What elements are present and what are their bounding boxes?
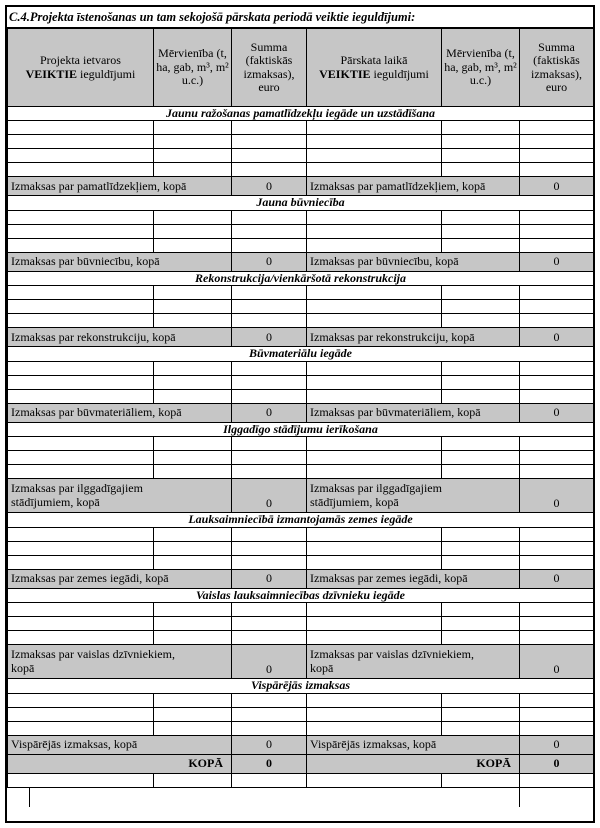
input-cell[interactable]: [232, 527, 307, 541]
total-label-left: Izmaksas par zemes iegādi, kopā: [8, 569, 232, 588]
total-value-right: 0: [520, 403, 594, 422]
total-value-left: 0: [232, 328, 307, 347]
section-title: Vaislas lauksaimniecības dzīvnieku iegāde: [8, 588, 594, 602]
header-project-investments: [8, 29, 154, 107]
input-cell[interactable]: [232, 603, 307, 617]
input-cell[interactable]: [154, 314, 232, 328]
total-value-right: 0: [520, 479, 594, 513]
input-cell[interactable]: [307, 527, 442, 541]
table-row: [8, 300, 594, 314]
input-cell[interactable]: [154, 121, 232, 135]
input-cell[interactable]: [442, 224, 520, 238]
table-header-row: [8, 29, 594, 107]
section-title-row: [8, 107, 594, 121]
table-row: [8, 224, 594, 238]
input-cell[interactable]: [520, 210, 594, 224]
table-row: [8, 238, 594, 252]
table-row: [8, 163, 594, 177]
input-cell[interactable]: [232, 163, 307, 177]
input-cell[interactable]: [442, 314, 520, 328]
table-row: [8, 286, 594, 300]
input-cell[interactable]: [8, 224, 154, 238]
input-cell[interactable]: [442, 238, 520, 252]
input-cell[interactable]: [442, 693, 520, 707]
input-cell[interactable]: [8, 361, 154, 375]
table-row: [8, 721, 594, 735]
input-cell[interactable]: [520, 389, 594, 403]
input-cell[interactable]: [232, 224, 307, 238]
input-cell[interactable]: [232, 707, 307, 721]
input-cell[interactable]: [520, 314, 594, 328]
input-cell[interactable]: [8, 163, 154, 177]
input-cell[interactable]: [520, 541, 594, 555]
input-cell[interactable]: [442, 465, 520, 479]
input-cell[interactable]: [232, 361, 307, 375]
header-ieguldijumi: ieguldījumi: [80, 66, 136, 81]
input-cell[interactable]: [442, 721, 520, 735]
input-cell[interactable]: [154, 163, 232, 177]
input-cell[interactable]: [307, 541, 442, 555]
table-row: [8, 631, 594, 645]
input-cell[interactable]: [520, 375, 594, 389]
header-unit-right: Mērvienība (t, ha, gab, m³, m² u.c.): [442, 29, 520, 107]
section-title: Rekonstrukcija/vienkāršotā rekonstrukcija: [8, 271, 594, 285]
input-cell[interactable]: [8, 555, 154, 569]
input-cell[interactable]: [232, 693, 307, 707]
input-cell[interactable]: [154, 149, 232, 163]
total-label-left: Izmaksas par vaislas dzīvniekiem, kopā: [8, 645, 232, 679]
table-row: [8, 773, 594, 787]
section-title-row: [8, 347, 594, 361]
total-label-right: Izmaksas par ilggadīgajiem stādījumiem, kopā: [307, 479, 520, 513]
input-cell[interactable]: [520, 603, 594, 617]
input-cell[interactable]: [520, 617, 594, 631]
total-value-left: 0: [232, 177, 307, 196]
input-cell[interactable]: [520, 555, 594, 569]
table-row: [8, 210, 594, 224]
input-cell[interactable]: [307, 224, 442, 238]
input-cell[interactable]: [442, 773, 520, 787]
input-cell[interactable]: [232, 437, 307, 451]
total-label-left: Izmaksas par ilggadīgajiem stādījumiem, kopā: [8, 479, 232, 513]
header-sum-left: Summa (faktiskās izmaksas), euro: [232, 29, 307, 107]
section-title-row: [8, 422, 594, 436]
input-cell[interactable]: [307, 238, 442, 252]
input-cell[interactable]: [520, 707, 594, 721]
input-cell[interactable]: [307, 631, 442, 645]
input-cell[interactable]: [520, 527, 594, 541]
header-report-investments: [307, 29, 442, 107]
total-row: [8, 328, 594, 347]
header-ieguldijumi-2: ieguldījumi: [373, 66, 429, 81]
table-row: [8, 451, 594, 465]
input-cell[interactable]: [442, 210, 520, 224]
table-row: [8, 527, 594, 541]
input-cell[interactable]: [442, 135, 520, 149]
section-title: Jauna būvniecība: [8, 196, 594, 210]
input-cell[interactable]: [307, 555, 442, 569]
input-cell[interactable]: [520, 135, 594, 149]
total-label-right: Izmaksas par būvniecību, kopā: [307, 252, 520, 271]
input-cell[interactable]: [154, 721, 232, 735]
input-cell[interactable]: [154, 631, 232, 645]
input-cell[interactable]: [8, 135, 154, 149]
section-title-row: [8, 271, 594, 285]
input-cell[interactable]: [232, 773, 307, 787]
input-cell[interactable]: [8, 238, 154, 252]
input-cell[interactable]: [8, 121, 154, 135]
input-cell[interactable]: [520, 163, 594, 177]
table-row: [8, 437, 594, 451]
input-cell[interactable]: [8, 693, 154, 707]
total-value-left: 0: [232, 645, 307, 679]
input-cell[interactable]: [307, 300, 442, 314]
input-cell[interactable]: [442, 389, 520, 403]
table-row: [8, 314, 594, 328]
total-label-left: Izmaksas par pamatlīdzekļiem, kopā: [8, 177, 232, 196]
input-cell[interactable]: [8, 437, 154, 451]
investments-table: [7, 28, 594, 788]
input-cell[interactable]: [442, 603, 520, 617]
table-row: [8, 389, 594, 403]
input-cell[interactable]: [232, 451, 307, 465]
input-cell[interactable]: [307, 314, 442, 328]
input-cell[interactable]: [154, 773, 232, 787]
table-row: [8, 375, 594, 389]
input-cell[interactable]: [8, 721, 154, 735]
total-value-right: 0: [520, 569, 594, 588]
input-cell[interactable]: [307, 437, 442, 451]
input-cell[interactable]: [154, 135, 232, 149]
total-row: [8, 177, 594, 196]
table-row: [8, 693, 594, 707]
input-cell[interactable]: [442, 527, 520, 541]
input-cell[interactable]: [307, 135, 442, 149]
input-cell[interactable]: [520, 361, 594, 375]
header-veiktie-bold-2: VEIKTIE: [319, 66, 371, 81]
table-row: [8, 603, 594, 617]
input-cell[interactable]: [8, 603, 154, 617]
input-cell[interactable]: [8, 314, 154, 328]
input-cell[interactable]: [520, 693, 594, 707]
total-value-right: 0: [520, 645, 594, 679]
input-cell[interactable]: [307, 286, 442, 300]
table-row: [8, 541, 594, 555]
input-cell[interactable]: [307, 707, 442, 721]
input-cell[interactable]: [30, 788, 520, 807]
input-cell[interactable]: [154, 693, 232, 707]
header-project-line1: Projekta ietvaros: [40, 53, 121, 68]
input-cell[interactable]: [8, 631, 154, 645]
section-title-row: [8, 513, 594, 527]
input-cell[interactable]: [307, 210, 442, 224]
input-cell[interactable]: [520, 224, 594, 238]
input-cell[interactable]: [8, 451, 154, 465]
input-cell[interactable]: [154, 286, 232, 300]
total-label-right: Izmaksas par vaislas dzīvniekiem, kopā: [307, 645, 520, 679]
input-cell[interactable]: [307, 617, 442, 631]
input-cell[interactable]: [232, 135, 307, 149]
total-label-left: Izmaksas par rekonstrukciju, kopā: [8, 328, 232, 347]
input-cell[interactable]: [8, 149, 154, 163]
input-cell[interactable]: [8, 541, 154, 555]
input-cell[interactable]: [442, 631, 520, 645]
input-cell[interactable]: [442, 361, 520, 375]
input-cell[interactable]: [154, 238, 232, 252]
total-row: [8, 252, 594, 271]
total-label-right: Izmaksas par būvmateriāliem, kopā: [307, 403, 520, 422]
input-cell[interactable]: [232, 286, 307, 300]
total-value-right: 0: [520, 328, 594, 347]
total-label-left: Vispārējās izmaksas, kopā: [8, 735, 232, 754]
form-frame: [5, 5, 595, 823]
total-value-left: 0: [232, 403, 307, 422]
input-cell[interactable]: [232, 465, 307, 479]
grand-total-value-left: 0: [232, 754, 307, 773]
input-cell[interactable]: [7, 788, 30, 807]
input-cell[interactable]: [307, 149, 442, 163]
total-value-left: 0: [232, 569, 307, 588]
input-cell[interactable]: [307, 121, 442, 135]
total-value-left: 0: [232, 479, 307, 513]
input-cell[interactable]: [154, 555, 232, 569]
grand-total-row: [8, 754, 594, 773]
input-cell[interactable]: [442, 121, 520, 135]
input-cell[interactable]: [520, 721, 594, 735]
input-cell[interactable]: [154, 527, 232, 541]
input-cell[interactable]: [520, 437, 594, 451]
input-cell[interactable]: [8, 286, 154, 300]
input-cell[interactable]: [232, 389, 307, 403]
input-cell[interactable]: [154, 707, 232, 721]
input-cell[interactable]: [154, 361, 232, 375]
table-row: [8, 465, 594, 479]
input-cell[interactable]: [154, 224, 232, 238]
input-cell[interactable]: [307, 693, 442, 707]
input-cell[interactable]: [232, 121, 307, 135]
input-cell[interactable]: [442, 451, 520, 465]
input-cell[interactable]: [8, 375, 154, 389]
input-cell[interactable]: [520, 465, 594, 479]
section-title-row: [8, 679, 594, 693]
section-title-row: [8, 588, 594, 602]
input-cell[interactable]: [232, 721, 307, 735]
header-sum-right: Summa (faktiskās izmaksas), euro: [520, 29, 594, 107]
input-cell[interactable]: [154, 451, 232, 465]
input-cell[interactable]: [232, 238, 307, 252]
total-label-right: Izmaksas par rekonstrukciju, kopā: [307, 328, 520, 347]
input-cell[interactable]: [232, 314, 307, 328]
input-cell[interactable]: [520, 149, 594, 163]
input-cell[interactable]: [8, 707, 154, 721]
input-cell[interactable]: [442, 300, 520, 314]
input-cell[interactable]: [307, 721, 442, 735]
section-title: Vispārējās izmaksas: [8, 679, 594, 693]
input-cell[interactable]: [520, 121, 594, 135]
total-row: [8, 735, 594, 754]
total-row: [8, 569, 594, 588]
input-cell[interactable]: [8, 300, 154, 314]
input-cell[interactable]: [8, 465, 154, 479]
total-value-right: 0: [520, 177, 594, 196]
input-cell[interactable]: [8, 389, 154, 403]
input-cell[interactable]: [232, 300, 307, 314]
total-row: [8, 403, 594, 422]
section-title: Būvmateriālu iegāde: [8, 347, 594, 361]
input-cell[interactable]: [307, 451, 442, 465]
input-cell[interactable]: [520, 773, 594, 787]
grand-total-label-left: KOPĀ: [8, 754, 232, 773]
total-label-right: Izmaksas par pamatlīdzekļiem, kopā: [307, 177, 520, 196]
input-cell[interactable]: [442, 555, 520, 569]
input-cell[interactable]: [154, 300, 232, 314]
input-cell[interactable]: [232, 541, 307, 555]
next-table-strip: [7, 788, 593, 807]
input-cell[interactable]: [154, 603, 232, 617]
total-value-right: 0: [520, 735, 594, 754]
total-label-right: Izmaksas par zemes iegādi, kopā: [307, 569, 520, 588]
form-title: C.4.Projekta īstenošanas un tam sekojošā pārskata periodā veiktie ieguldījumi:: [7, 7, 593, 28]
input-cell[interactable]: [232, 149, 307, 163]
table-row: [8, 149, 594, 163]
input-cell[interactable]: [307, 361, 442, 375]
input-cell[interactable]: [307, 389, 442, 403]
input-cell[interactable]: [520, 286, 594, 300]
table-row: [8, 617, 594, 631]
section-title: Jaunu ražošanas pamatlīdzekļu iegāde un uzstādīšana: [8, 107, 594, 121]
input-cell[interactable]: [442, 707, 520, 721]
total-label-left: Izmaksas par būvmateriāliem, kopā: [8, 403, 232, 422]
total-value-left: 0: [232, 252, 307, 271]
total-label-left: Izmaksas par būvniecību, kopā: [8, 252, 232, 271]
input-cell[interactable]: [442, 617, 520, 631]
input-cell[interactable]: [154, 389, 232, 403]
input-cell[interactable]: [232, 631, 307, 645]
input-cell[interactable]: [307, 603, 442, 617]
input-cell[interactable]: [442, 541, 520, 555]
input-cell[interactable]: [154, 465, 232, 479]
total-value-left: 0: [232, 735, 307, 754]
total-value-right: 0: [520, 252, 594, 271]
input-cell[interactable]: [442, 286, 520, 300]
input-cell[interactable]: [154, 375, 232, 389]
input-cell[interactable]: [154, 541, 232, 555]
input-cell[interactable]: [154, 210, 232, 224]
section-title: Lauksaimniecībā izmantojamās zemes iegāde: [8, 513, 594, 527]
table-row: [8, 707, 594, 721]
header-report-line1: Pārskata laikā: [340, 53, 408, 68]
input-cell[interactable]: [520, 300, 594, 314]
input-cell[interactable]: [8, 210, 154, 224]
input-cell[interactable]: [442, 375, 520, 389]
input-cell[interactable]: [8, 773, 154, 787]
header-veiktie-bold: VEIKTIE: [25, 66, 77, 81]
section-title-row: [8, 196, 594, 210]
section-title: Ilggadīgo stādījumu ierīkošana: [8, 422, 594, 436]
input-cell[interactable]: [520, 238, 594, 252]
header-report-line2: [309, 68, 439, 81]
input-cell[interactable]: [520, 788, 593, 807]
total-row: [8, 645, 594, 679]
table-row: [8, 135, 594, 149]
table-row: [8, 555, 594, 569]
input-cell[interactable]: [307, 163, 442, 177]
table-row: [8, 361, 594, 375]
input-cell[interactable]: [442, 163, 520, 177]
input-cell[interactable]: [442, 149, 520, 163]
grand-total-value-right: 0: [520, 754, 594, 773]
input-cell[interactable]: [232, 555, 307, 569]
grand-total-label-right: KOPĀ: [307, 754, 520, 773]
input-cell[interactable]: [8, 617, 154, 631]
table-row: [8, 121, 594, 135]
input-cell[interactable]: [307, 773, 442, 787]
total-label-right: Vispārējās izmaksas, kopā: [307, 735, 520, 754]
input-cell[interactable]: [154, 617, 232, 631]
input-cell[interactable]: [8, 527, 154, 541]
header-project-line2: [10, 68, 151, 81]
input-cell[interactable]: [232, 375, 307, 389]
header-unit-left: Mērvienība (t, ha, gab, m³, m² u.c.): [154, 29, 232, 107]
input-cell[interactable]: [520, 631, 594, 645]
input-cell[interactable]: [520, 451, 594, 465]
input-cell[interactable]: [232, 617, 307, 631]
total-row: [8, 479, 594, 513]
input-cell[interactable]: [232, 210, 307, 224]
input-cell[interactable]: [307, 375, 442, 389]
input-cell[interactable]: [307, 465, 442, 479]
input-cell[interactable]: [442, 437, 520, 451]
input-cell[interactable]: [154, 437, 232, 451]
